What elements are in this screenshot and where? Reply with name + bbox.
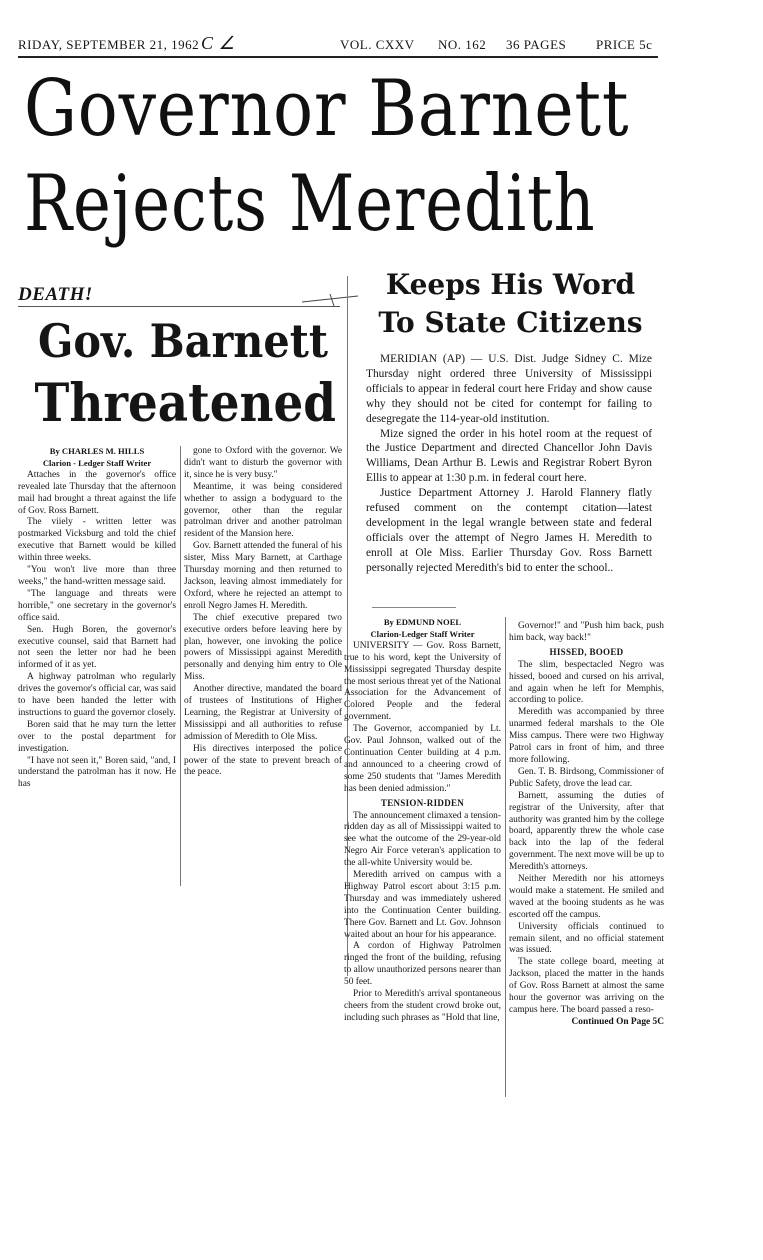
volume-number: VOL. CXXV — [340, 37, 415, 52]
right-col1-paragraphs-a — [344, 641, 501, 796]
story-paragraph: Justice Department Attorney J. Harold Flannery flatly refused comment on the contempt citation—latest development in the legal wrangle between state and federal officials over the attempt of Negro James H. Meredith to enroll at Ole Miss. Earlier Thursday Gov. Ross Barnett personally rejected Meredith's bid to enter the school.. — [366, 487, 652, 574]
right-col2-paragraphs-a — [509, 621, 664, 645]
story-paragraph: University officials continued to remain silent, and no official statement was issued. — [509, 921, 664, 956]
kicker-rule — [18, 306, 340, 307]
right-story-column-2 — [509, 621, 664, 1029]
left-story-column-1 — [18, 446, 176, 791]
story-paragraph: Attaches in the governor's office revealed late Thursday that the afternoon mail had brought a threat against the life of Gov. Ross Barnett. — [18, 469, 176, 516]
story-paragraph: "The language and threats were horrible," one secretary in the governor's office said. — [18, 588, 176, 623]
page-count: 36 PAGES — [506, 37, 567, 52]
left-byline-paper: Clarion - Ledger Staff Writer — [42, 457, 152, 468]
story-paragraph: Barnett, assuming the duties of registrar of the University, after that authority was granted him by the college board, apparently threw the whole case back into the lap of the federal government. The next move will be up to Meredith's attorneys. — [509, 790, 665, 873]
right-headline-line2: To State Citizens — [378, 306, 643, 339]
left-col2-paragraphs — [184, 446, 342, 779]
folio-line — [18, 33, 658, 55]
story-paragraph: Gov. Barnett attended the funeral of his sister, Miss Mary Barnett, at Carthage Thursday morning and then returned to Jackson, leaving almost immediately for Oxford, where he rejected an attempt to enroll Negro James H. Meredith. — [184, 541, 342, 611]
story-paragraph: UNIVERSITY — Gov. Ross Barnett, true to his word, kept the University of Mississippi segregated Thursday despite the most serious threat yet of the National Association for the Advancement of Colored People and the federal government. — [344, 640, 501, 723]
column-rule — [180, 446, 181, 886]
subhead-tension-ridden: TENSION-RIDDEN — [380, 797, 465, 808]
left-headline-line2: Threatened — [34, 373, 337, 434]
section-rule — [372, 607, 456, 608]
left-col1-paragraphs — [18, 470, 176, 791]
story-paragraph: A cordon of Highway Patrolmen ringed the front of the building, refusing to allow unauthorized persons nearer than 50 feet. — [344, 941, 501, 988]
story-paragraph: MERIDIAN (AP) — U.S. Dist. Judge Sidney C. Mize Thursday night ordered three University of Mississippi officials to appear in federal court here Friday and show cause why they should not be cited for contempt for failing to desegregate the 114-year-old institution. — [366, 353, 652, 425]
story-paragraph: "You won't live more than three weeks," the hand-written message said. — [18, 565, 176, 587]
handwritten-mark: C ∠ — [201, 33, 236, 53]
story-paragraph: gone to Oxford with the governor. We didn't want to disturb the governor with it, since he is very busy." — [184, 446, 342, 480]
right-byline-paper: Clarion-Ledger Staff Writer — [370, 628, 475, 639]
story-paragraph: Meantime, it was being considered whether to assign a bodyguard to the governor, other than the regular patrolman driver and another patrolman resident of the Mansion here. — [184, 481, 342, 540]
issue-number: NO. 162 — [438, 37, 487, 52]
banner-headline-line2: Rejects Meredith — [24, 159, 596, 249]
right-col1-paragraphs-b — [344, 811, 501, 1025]
banner-headline-line1: Governor Barnett — [24, 64, 630, 154]
story-paragraph: The chief executive prepared two executive orders before leaving here by plan, however, one invoking the police powers of Mississippi against Meredith personally and denying him entry to Ole Miss. — [184, 612, 342, 683]
right-col2-paragraphs-b — [509, 660, 664, 1017]
story-paragraph: His directives interposed the police power of the state to prevent breach of the peace. — [184, 743, 342, 778]
left-byline-name: By CHARLES M. HILLS — [49, 446, 145, 456]
story-paragraph: Gen. T. B. Birdsong, Commissioner of Public Safety, drove the lead car. — [509, 766, 664, 789]
lead-paragraphs — [366, 352, 652, 576]
kicker-label: DEATH! — [18, 284, 93, 305]
story-paragraph: Meredith was accompanied by three unarmed federal marshals to the Ole Miss campus. There were two Highway Patrol cars in front of him, and three more following. — [509, 707, 664, 765]
right-story-column-1 — [344, 617, 501, 1025]
story-paragraph: Another directive, mandated the board of trustees of Institutions of Higher Learning, the Registrar at University of Mississippi and all authorities to refuse admission of Meredith to Ole Miss. — [184, 684, 342, 742]
story-paragraph: Governor!" and "Push him back, push him back, way back!" — [509, 621, 664, 643]
issue-date: RIDAY, SEPTEMBER 21, 1962 — [18, 37, 200, 52]
right-headline-line1: Keeps His Word — [385, 268, 636, 301]
decorative-dash-mark — [300, 290, 360, 308]
story-paragraph: The announcement climaxed a tension-ridden day as all of Mississippi waited to see what the outcome of the 29-year-old Negro Air Force veteran's application to the all-white University would be. — [344, 810, 501, 869]
story-paragraph: Mize signed the order in his hotel room at the request of the Justice Department and directed Chancellor John Davis Williams, Dean Arthur B. Lewis and Registrar Robert Byron Ellis to appear at 1:30 p.m. in federal court here. — [366, 427, 652, 485]
story-paragraph: Meredith arrived on campus with a Highway Patrol escort about 3:15 p.m. Thursday and was immediately ushered into the Continuation Center building. There Gov. Barnett and Lt. Gov. Johnson waited about an hour for his appearance. — [344, 870, 501, 940]
story-paragraph: A highway patrolman who regularly drives the governor's official car, was said to have been handed the letter with instructions to guard the governor closely. — [18, 672, 176, 718]
story-paragraph: Boren said that he may turn the letter over to the postal department for investigation. — [18, 719, 176, 754]
issue-price: PRICE 5c — [596, 37, 653, 52]
subhead-hissed-booed: HISSED, BOOED — [549, 646, 624, 657]
story-paragraph: Sen. Hugh Boren, the governor's executive counsel, said that Barnett had not seen the letter nor had he been informed of it as yet. — [18, 624, 176, 671]
left-story-column-2 — [184, 446, 342, 779]
story-paragraph: The slim, bespectacled Negro was hissed, booed and cursed on his arrival, and again when he left for Memphis, according to police. — [509, 659, 664, 706]
story-paragraph: The Governor, accompanied by Lt. Gov. Paul Johnson, walked out of the Continuation Center building at 4 p.m. and announced to a cheering crowd of some 250 students that "James Meredith has been denied admission." — [344, 724, 501, 794]
folio-rule — [18, 56, 658, 58]
left-headline-line1: Gov. Barnett — [37, 314, 328, 368]
story-paragraph: The viiely - written letter was postmarked Vicksburg and told the chief executive that Barnett would be killed within three weeks. — [18, 517, 176, 564]
story-paragraph: "I have not seen it," Boren said, "and, I understand the patrolman has it now. He has — [18, 755, 176, 790]
right-story-lead — [366, 352, 652, 576]
story-paragraph: The state college board, meeting at Jackson, placed the matter in the hands of Gov. Ross Barnett at almost the same hour the governor was arriving on the campus here. The board passed a reso- — [509, 957, 664, 1015]
story-paragraph: Prior to Meredith's arrival spontaneous cheers from the student crowd broke out, including such phrases as "Hold that line, — [344, 989, 501, 1023]
right-byline-name: By EDMUND NOEL — [383, 617, 462, 627]
continued-line: Continued On Page 5C — [571, 1016, 664, 1027]
story-paragraph: Neither Meredith nor his attorneys would make a statement. He smiled and waved at the booing students as he was escorted off the campus. — [509, 874, 664, 920]
column-rule — [505, 617, 506, 1097]
